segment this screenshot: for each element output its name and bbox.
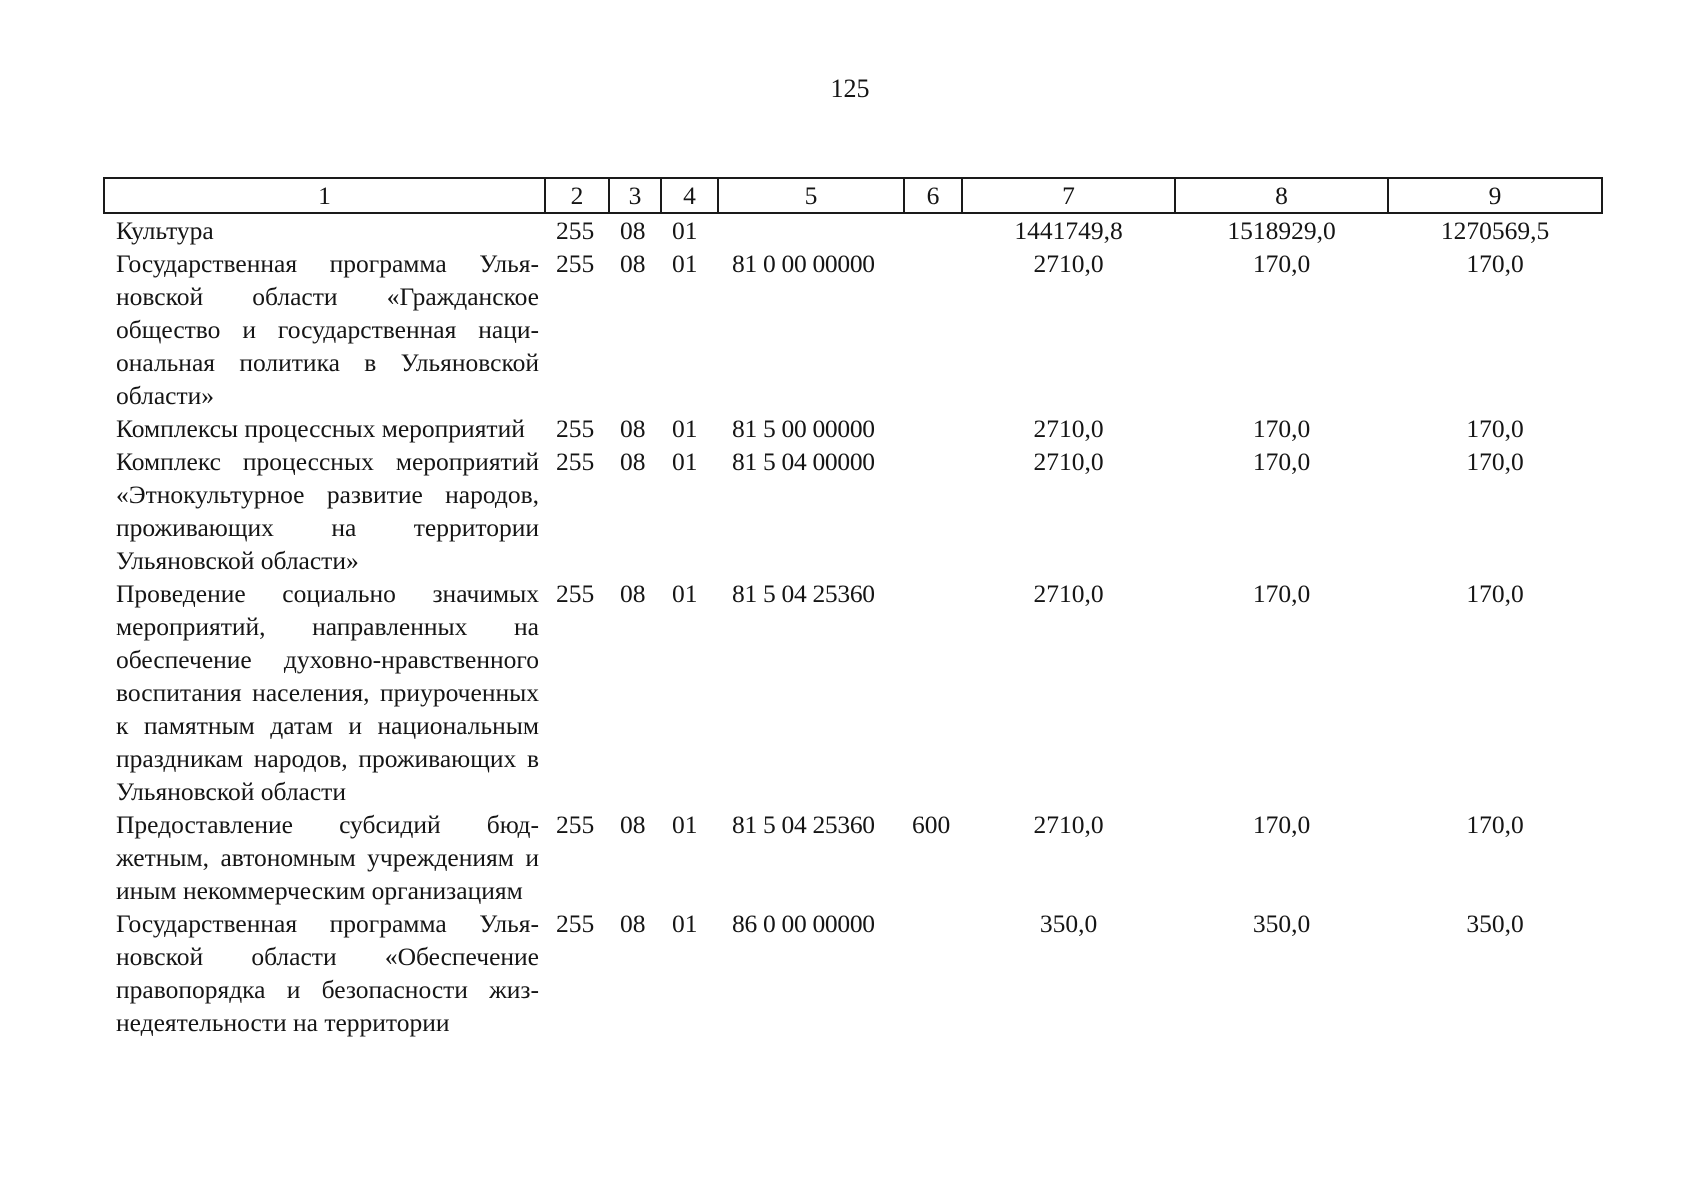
row-col8: 170,0 (1252, 447, 1311, 476)
row-col3: 08 (620, 447, 646, 476)
row-col8: 350,0 (1252, 909, 1311, 938)
row-col4: 01 (672, 249, 698, 278)
row-col5: 81 0 00 00000 (732, 249, 875, 278)
table-row (104, 907, 1602, 1039)
row-name: Предоставление субсидий бюджетным, автономным учреждениям и иным некоммерческим организациям (116, 810, 539, 905)
row-col7: 2710,0 (1033, 414, 1104, 443)
table-body (104, 213, 1602, 1039)
row-col5: 81 5 04 00000 (732, 447, 875, 476)
row-col6 (904, 213, 962, 247)
table-header (104, 178, 1602, 213)
row-col9: 170,0 (1466, 810, 1524, 839)
row-col6: 600 (912, 810, 951, 839)
row-col4: 01 (672, 810, 698, 839)
row-name: Культура (116, 216, 214, 245)
row-name: Государственная программа Ульяновской области «Гражданское общество и государственная национальная политика в Ульяновской области» (116, 249, 539, 410)
row-col7: 1441749,8 (1014, 216, 1123, 245)
row-col6 (904, 445, 962, 577)
row-col4: 01 (672, 909, 698, 938)
table-row (104, 808, 1602, 907)
row-col9: 350,0 (1466, 909, 1524, 938)
row-col7: 2710,0 (1033, 447, 1104, 476)
row-col7: 350,0 (1039, 909, 1098, 938)
row-name: Комплексы процессных мероприятий (116, 414, 525, 443)
row-col3: 08 (620, 579, 646, 608)
row-col2: 255 (556, 249, 595, 278)
header-cell-3: 3 (609, 178, 661, 213)
row-col6 (904, 907, 962, 1039)
row-col9: 170,0 (1466, 414, 1524, 443)
row-col4: 01 (672, 579, 698, 608)
row-name: Проведение социально значимых мероприятий, направленных на обеспечение духовно-нравственного воспитания населения, приуроченных к памятным датам и национальным праздникам народов, проживающих в Ульяновской области (116, 579, 539, 806)
row-col7: 2710,0 (1033, 810, 1104, 839)
row-col4: 01 (672, 216, 698, 245)
row-col3: 08 (620, 216, 646, 245)
header-cell-4: 4 (661, 178, 718, 213)
row-col2: 255 (556, 216, 595, 245)
row-col8: 170,0 (1252, 249, 1311, 278)
page-number: 125 (830, 74, 870, 103)
row-col9: 170,0 (1466, 447, 1524, 476)
row-col6 (904, 247, 962, 412)
row-name: Государственная программа Ульяновской области «Обеспечение правопорядка и безопасности жизнедеятельности на территории (116, 909, 539, 1037)
row-col2: 255 (556, 414, 595, 443)
table-row (104, 445, 1602, 577)
table-row (104, 412, 1602, 445)
header-cell-6: 6 (904, 178, 962, 213)
row-col3: 08 (620, 810, 646, 839)
row-col2: 255 (556, 810, 595, 839)
table-row (104, 247, 1602, 412)
row-col8: 170,0 (1252, 810, 1311, 839)
row-col9: 170,0 (1466, 249, 1524, 278)
row-col3: 08 (620, 414, 646, 443)
header-cell-8: 8 (1175, 178, 1388, 213)
row-name: Комплекс процессных мероприятий «Этнокультурное развитие народов, проживающих на территории Ульяновской области» (116, 447, 539, 575)
row-col5: 81 5 00 00000 (732, 414, 875, 443)
header-cell-9: 9 (1388, 178, 1602, 213)
table-row (104, 213, 1602, 247)
row-col8: 1518929,0 (1227, 216, 1336, 245)
header-cell-5: 5 (718, 178, 904, 213)
row-col9: 1270569,5 (1440, 216, 1550, 245)
header-cell-2: 2 (545, 178, 609, 213)
row-col5: 81 5 04 25360 (732, 579, 875, 608)
row-col8: 170,0 (1252, 414, 1311, 443)
row-col4: 01 (672, 414, 698, 443)
row-col7: 2710,0 (1033, 579, 1104, 608)
row-col7: 2710,0 (1033, 249, 1104, 278)
header-cell-1: 1 (104, 178, 545, 213)
row-col2: 255 (556, 579, 595, 608)
row-col5 (718, 213, 904, 247)
header-cell-7: 7 (962, 178, 1175, 213)
row-col8: 170,0 (1252, 579, 1311, 608)
table-row (104, 577, 1602, 808)
row-col6 (904, 577, 962, 808)
row-col2: 255 (556, 909, 595, 938)
row-col5: 86 0 00 00000 (732, 909, 875, 938)
row-col3: 08 (620, 909, 646, 938)
row-col6 (904, 412, 962, 445)
row-col3: 08 (620, 249, 646, 278)
row-col4: 01 (672, 447, 698, 476)
row-col2: 255 (556, 447, 595, 476)
budget-table (103, 177, 1603, 1039)
row-col9: 170,0 (1466, 579, 1524, 608)
header-row (104, 178, 1602, 213)
row-col5: 81 5 04 25360 (732, 810, 875, 839)
